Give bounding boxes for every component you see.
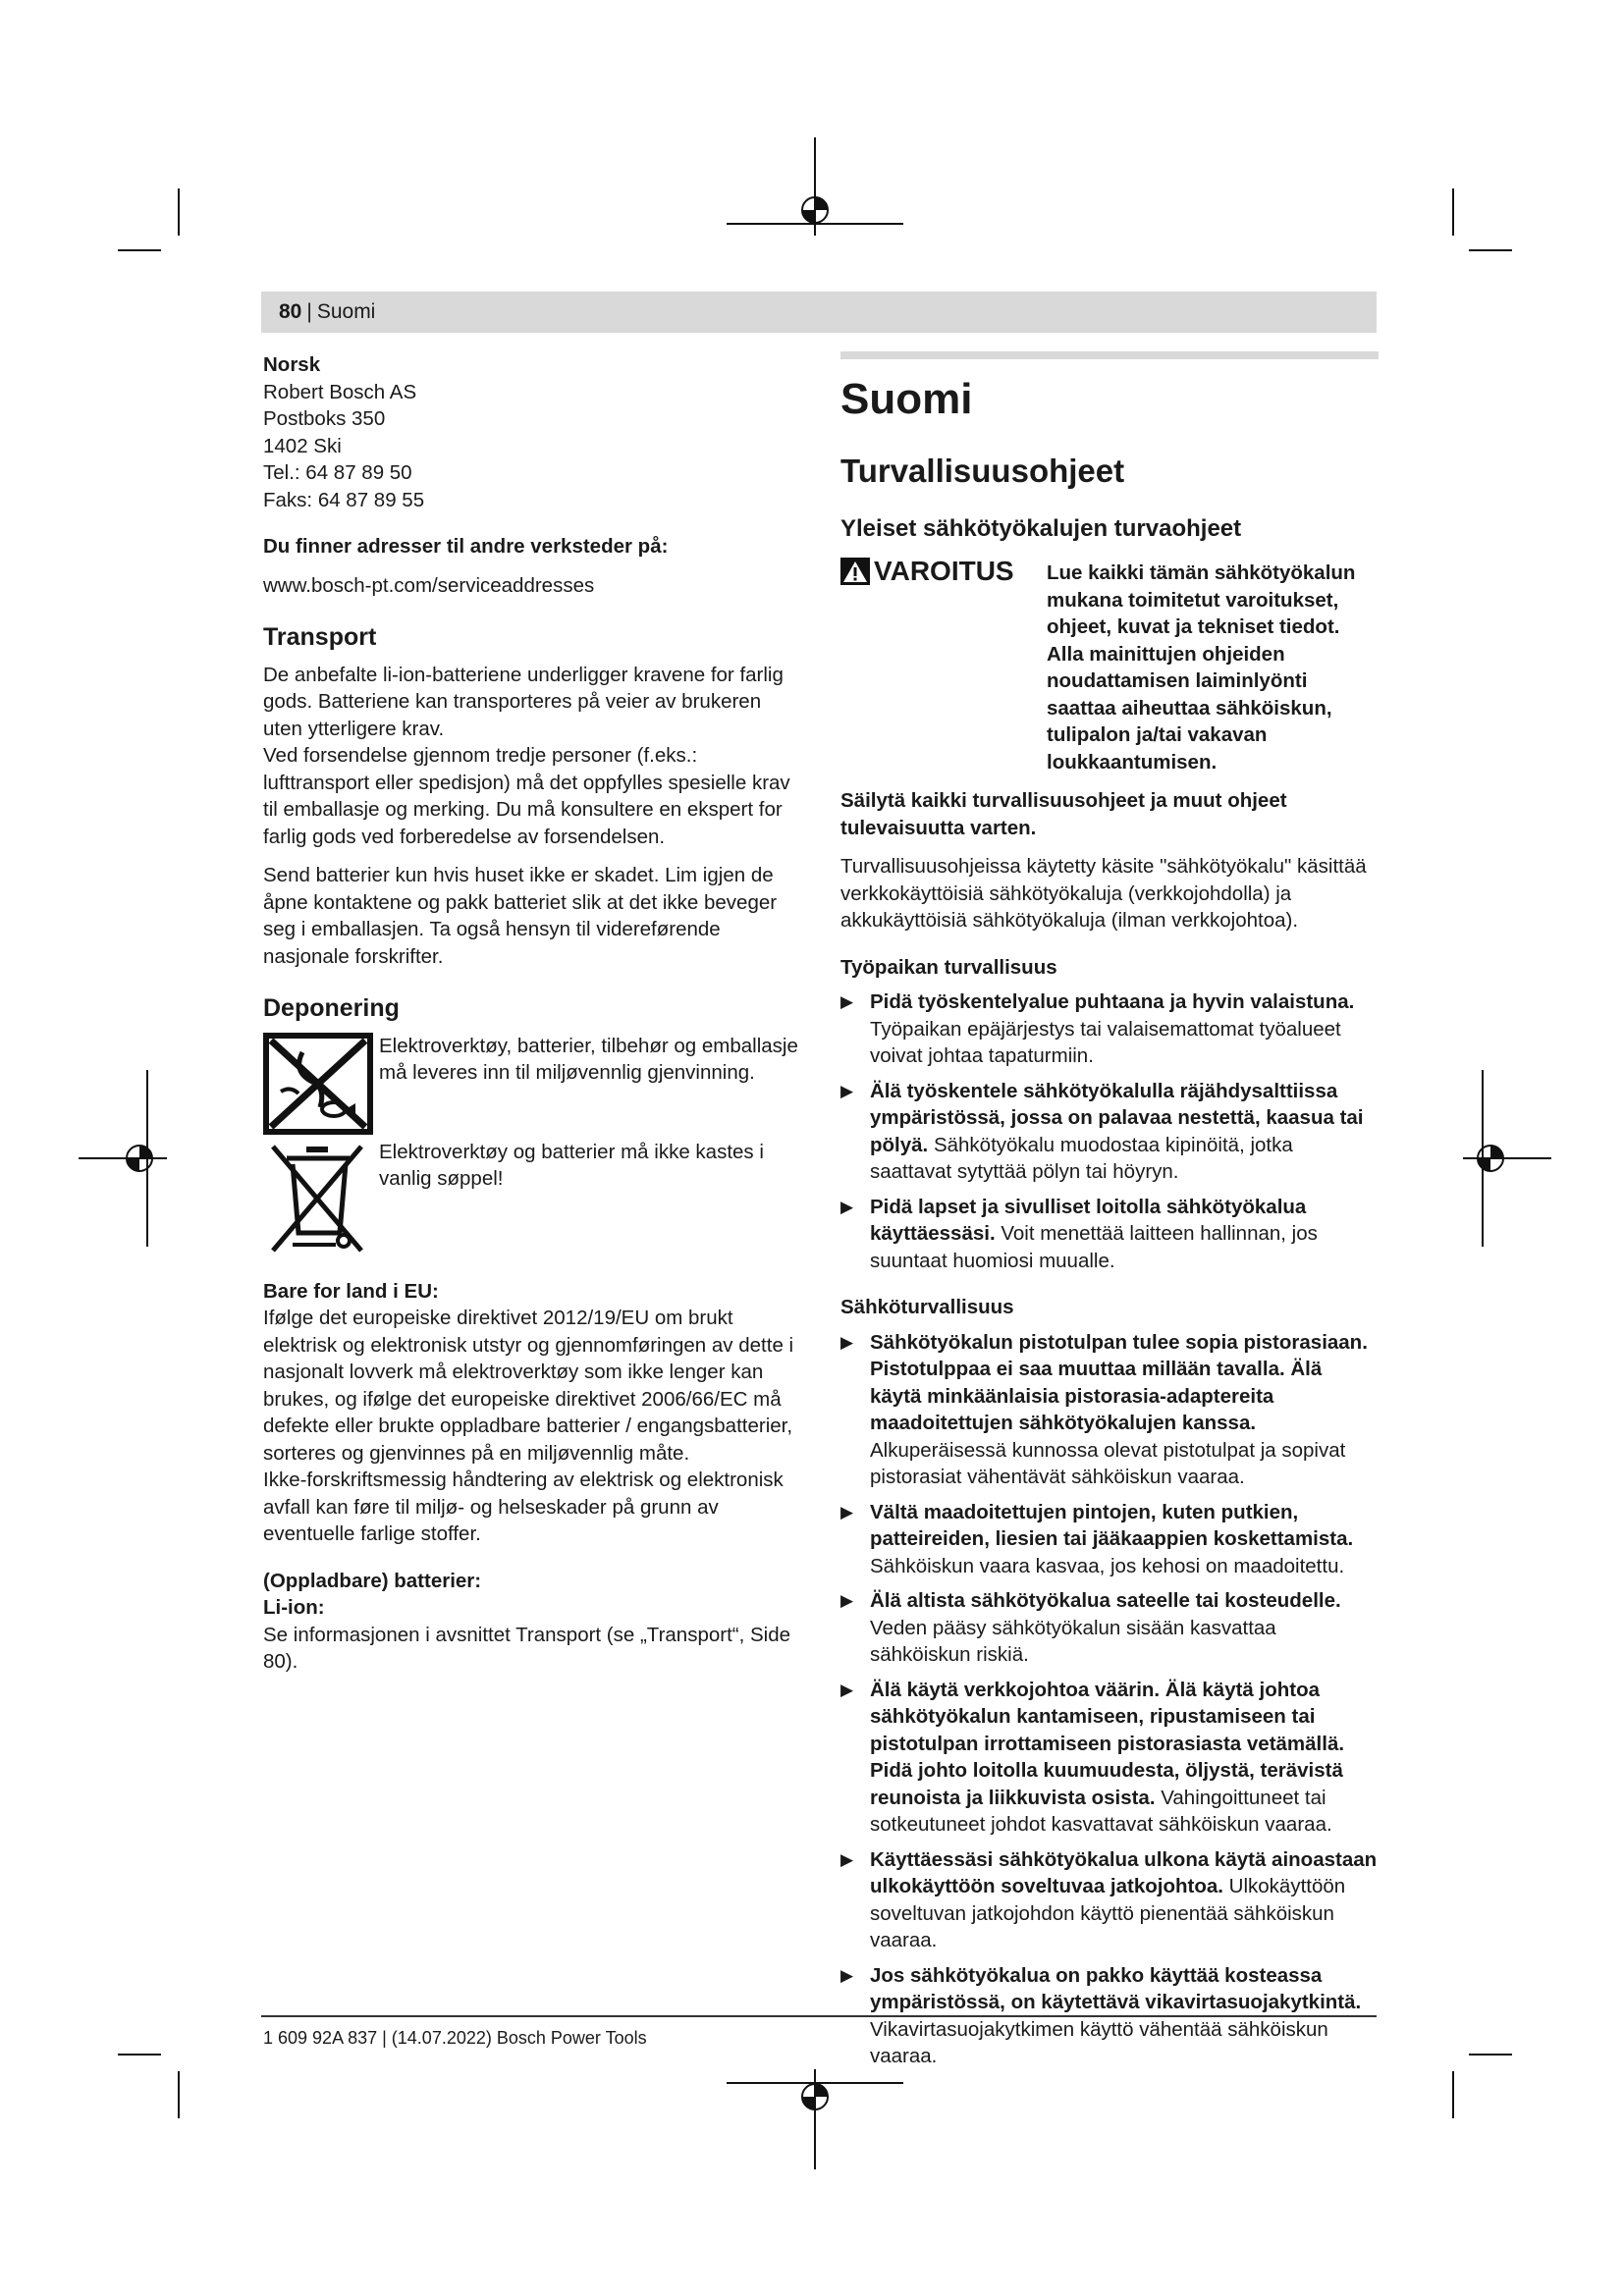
crop-mark: [1469, 2054, 1512, 2056]
item-text: Sähkötyökalu muodostaa kipinöitä, jotka saattavat sytyttää pölyn tai höyryn.: [870, 1133, 1293, 1183]
item-bold: Älä työskentele sähkötyökalulla räjähdysalttiissa ympäristössä, jossa on palavaa nestettä, kaasua tai pölyä.: [870, 1079, 1364, 1156]
bullet-arrow-icon: ▶: [840, 1591, 854, 1610]
keep-instructions: Säilytä kaikki turvallisuusohjeet ja muut ohjeet tulevaisuutta varten.: [840, 789, 1287, 839]
warning-word: VAROITUS: [874, 556, 1014, 587]
bullet-arrow-icon: ▶: [840, 992, 854, 1011]
eu-paragraph: Ikke-forskriftsmessig håndtering av elektrisk og elektronisk avfall kan føre til miljø- og helseskader på grunn av eventuelle farlige stoffer.: [263, 1468, 784, 1545]
eu-heading: Bare for land i EU:: [263, 1279, 439, 1303]
bullet-arrow-icon: ▶: [840, 1081, 854, 1100]
list-item: [840, 1078, 1379, 1186]
item-text: Vahingoittuneet tai sotkeutuneet johdot kasvattavat sähköiskun vaaraa.: [870, 1786, 1332, 1836]
work-safety-heading: Työpaikan turvallisuus: [840, 955, 1057, 979]
item-bold: Sähkötyökalun pistotulpan tulee sopia pistorasiaan. Pistotulppaa ei saa muuttaa millään tavalla. Älä käytä minkäänlaisia pistorasia-adaptereita maadoitettujen sähkötyökalujen kanssa.: [870, 1330, 1368, 1434]
list-item: [840, 1194, 1379, 1275]
item-text: Ulkokäyttöön soveltuvan jatkojohdon käyttö pienentää sähköiskun vaaraa.: [870, 1875, 1346, 1951]
disposal-recycle-text: Elektroverktøy, batterier, tilbehør og emballasje må leveres inn til miljøvennlig gjenvinning.: [379, 1034, 798, 1084]
item-bold: Pidä lapset ja sivulliset loitolla sähkötyökalua käyttäessäsi.: [870, 1195, 1307, 1245]
electrical-safety-heading: Sähköturvallisuus: [840, 1296, 1014, 1318]
item-bold: Vältä maadoitettujen pintojen, kuten putkien, patteireiden, liesien tai jääkaappien koskettamista.: [870, 1500, 1354, 1550]
item-text: Sähköiskun vaara kasvaa, jos kehosi on maadoitettu.: [870, 1554, 1345, 1577]
warning-block: [840, 556, 1379, 775]
list-item: [840, 1329, 1379, 1491]
bullet-arrow-icon: ▶: [840, 1849, 854, 1869]
registration-mark-icon: [1463, 1070, 1551, 1247]
page-header: [261, 292, 1377, 333]
crop-mark: [118, 2054, 161, 2056]
service-address: [263, 351, 801, 513]
header-separator: |: [306, 300, 312, 323]
item-bold: Pidä työskentelyalue puhtaana ja hyvin valaistuna.: [870, 990, 1355, 1013]
crop-mark: [1452, 2071, 1454, 2118]
waste-bin-row: [263, 1139, 801, 1258]
crop-mark: [1469, 249, 1512, 251]
warning-body-text: Alla mainittujen ohjeiden noudattamisen laiminlyönti saattaa aiheuttaa sähköiskun, tulipalon ja/tai vakavan loukkaantumisen.: [1047, 642, 1332, 774]
item-bold: Älä käytä verkkojohtoa väärin. Älä käytä johtoa sähkötyökalun kantamiseen, ripustamiseen tai pistotulpan irrottamiseen pistorasiasta vetämällä. Pidä johto loitolla kuumuudesta, öljystä, terävistä reunoista ja liikkuvista osista.: [870, 1678, 1345, 1809]
address-line: Faks: 64 87 89 55: [263, 488, 425, 511]
item-text: Työpaikan epäjärjestys tai valaisemattomat työalueet voivat johtaa tapaturmiin.: [870, 1017, 1341, 1067]
transport-heading: Transport: [263, 623, 377, 651]
header-section: Suomi: [316, 300, 376, 323]
bullet-arrow-icon: ▶: [840, 1332, 854, 1352]
liion-text: Se informasjonen i avsnittet Transport (se „Transport“, Side 80).: [263, 1623, 791, 1673]
warning-triangle-icon: [840, 558, 870, 585]
section-title: Turvallisuusohjeet: [840, 453, 1125, 489]
page-footer: 1 609 92A 837 | (14.07.2022) Bosch Power Tools: [263, 2028, 647, 2048]
service-url[interactable]: www.bosch-pt.com/serviceaddresses: [263, 573, 595, 597]
item-bold: Jos sähkötyökalua on pakko käyttää kosteassa ympäristössä, on käytettävä vikavirtasuojakytkintä.: [870, 1963, 1362, 2013]
list-item: [840, 1499, 1379, 1580]
address-line: Tel.: 64 87 89 50: [263, 461, 412, 484]
crop-mark: [1452, 188, 1454, 236]
crop-mark: [178, 2071, 180, 2118]
item-text: Vikavirtasuojakytkimen käyttö vähentää sähköiskun vaaraa.: [870, 2017, 1328, 2067]
address-line: Postboks 350: [263, 407, 386, 430]
title-rule: [840, 351, 1379, 359]
list-item: [840, 1846, 1379, 1954]
eu-paragraph: Ifølge det europeiske direktivet 2012/19/EU om brukt elektrisk og elektronisk utstyr og gjennomføringen av dette i nasjonalt lovverk må elektroverktøy som ikke lenger kan brukes, og ifølge det europeiske direktivet 2006/66/EC må defekte eller brukte oppladbare batterier / engangsbatterier, sorteres og gjenvinnes på en miljøvennlig måte.: [263, 1307, 794, 1465]
list-item: [840, 1587, 1379, 1669]
subsection-title: Yleiset sähkötyökalujen turvaohjeet: [840, 515, 1242, 542]
footer-rule: [261, 2015, 1377, 2017]
other-addresses-heading: Du finner adresser til andre verksteder på:: [263, 535, 669, 558]
registration-mark-icon: [79, 1070, 167, 1247]
transport-paragraph: Ved forsendelse gjennom tredje personer (f.eks.: lufttransport eller spedisjon) må det oppfylles spesielle krav til emballasje og merking. Du må konsultere en ekspert for farlig gods ved forberedelse av forsendelsen.: [263, 744, 790, 848]
transport-paragraph: De anbefalte li-ion-batteriene underligger kravene for farlig gods. Batteriene kan transporteres på veier av brukeren uten ytterligere krav.: [263, 663, 784, 740]
crop-mark: [118, 249, 161, 251]
recycling-row: [263, 1033, 801, 1135]
disposal-heading: Deponering: [263, 994, 400, 1022]
address-line: 1402 Ski: [263, 434, 342, 457]
list-item: [840, 1677, 1379, 1839]
bullet-arrow-icon: ▶: [840, 1680, 854, 1699]
crop-mark: [178, 188, 180, 236]
left-column: [263, 351, 801, 1676]
page-number: 80: [279, 300, 302, 323]
liion-heading: Li-ion:: [263, 1596, 325, 1619]
no-household-waste-icon: [263, 1033, 373, 1135]
definition-text: Turvallisuusohjeissa käytetty käsite "sähkötyökalu" käsittää verkkokäyttöisiä sähkötyökaluja (verkkojohdolla) ja akkukäyttöisiä sähkötyökaluja (ilman verkkojohtoa).: [840, 855, 1367, 932]
registration-mark-icon: [727, 137, 903, 245]
item-text: Voit menettää laitteen hallinnan, jos suuntaat huomiosi muualle.: [870, 1222, 1318, 1272]
warning-bold-text: Lue kaikki tämän sähkötyökalun mukana toimitetut varoitukset, ohjeet, kuvat ja tekniset tiedot.: [1047, 561, 1356, 638]
bullet-arrow-icon: ▶: [840, 1502, 854, 1522]
page-title: Suomi: [840, 375, 973, 423]
battery-heading: (Oppladbare) batterier:: [263, 1569, 482, 1592]
disposal-no-trash-text: Elektroverktøy og batterier må ikke kastes i vanlig søppel!: [379, 1140, 764, 1190]
list-item: [840, 988, 1379, 1070]
right-column: [840, 351, 1379, 2070]
item-text: Veden pääsy sähkötyökalun sisään kasvattaa sähköiskun riskiä.: [870, 1616, 1276, 1666]
warning-text: [840, 556, 1379, 775]
address-line: Robert Bosch AS: [263, 380, 417, 403]
item-bold: Käyttäessäsi sähkötyökalua ulkona käytä ainoastaan ulkokäyttöön soveltuvaa jatkojohtoa.: [870, 1847, 1378, 1897]
item-text: Alkuperäisessä kunnossa olevat pistotulpat ja sopivat pistorasiat vähentävät sähköiskun vaaraa.: [870, 1438, 1346, 1488]
bullet-arrow-icon: ▶: [840, 1965, 854, 1985]
address-country: Norsk: [263, 353, 321, 376]
item-bold: Älä altista sähkötyökalua sateelle tai kosteudelle.: [870, 1589, 1341, 1612]
warning-label: [840, 558, 1014, 585]
transport-paragraph: Send batterier kun hvis huset ikke er skadet. Lim igjen de åpne kontaktene og pakk batteriet slik at det ikke beveger seg i emballasjen. Ta også hensyn til videreførende nasjonale forskrifter.: [263, 864, 778, 968]
crossed-out-wheelie-bin-icon: [263, 1139, 373, 1258]
bullet-arrow-icon: ▶: [840, 1197, 854, 1216]
registration-mark-icon: [727, 2059, 903, 2169]
